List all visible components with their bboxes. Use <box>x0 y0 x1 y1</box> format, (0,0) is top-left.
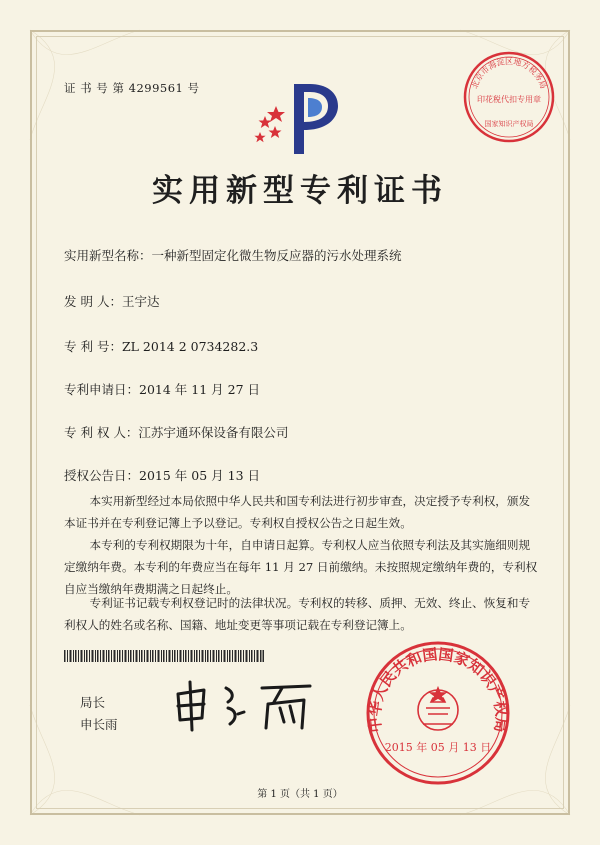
svg-text:北京市海淀区地方税务局: 北京市海淀区地方税务局 <box>470 57 548 90</box>
svg-text:国家知识产权局: 国家知识产权局 <box>484 120 534 128</box>
body-paragraph: 专利证书记载专利权登记时的法律状况。专利权的转移、质押、无效、终止、恢复和专利权人的姓名或名称、国籍、地址变更等事项记载在专利登记簿上。 <box>64 596 531 632</box>
page-footer: 第 1 页（共 1 页） <box>257 789 343 800</box>
svg-text:2015 年 05 月 13 日: 2015 年 05 月 13 日 <box>384 741 492 754</box>
field-label: 发 明 人： <box>64 294 122 309</box>
body-paragraph: 本实用新型经过本局依照中华人民共和国专利法进行初步审查，决定授予专利权，颁发本证书并在专利登记簿上予以登记。专利权自授权公告之日起生效。 <box>64 494 531 530</box>
handwritten-signature <box>170 678 320 733</box>
field-label: 专 利 权 人： <box>64 425 139 440</box>
certificate-title: 实用新型专利证书 <box>152 173 448 209</box>
field-patent-number <box>64 337 258 355</box>
field-value: ZL 2014 2 0734282.3 <box>121 339 259 354</box>
field-label: 授权公告日： <box>64 468 140 483</box>
field-value: 王宇达 <box>121 294 160 309</box>
body-paragraph: 本专利的专利权期限为十年，自申请日起算。专利权人应当依照专利法及其实施细则规定缴纳年费。本专利的年费应当在每年 11 月 27 日前缴纳。未按照规定缴纳年费的，专利权自应当缴纳年费期满之日起终止。 <box>64 538 538 596</box>
field-label: 专 利 号： <box>64 339 122 354</box>
certificate-number: 证 书 号 第 4299561 号 <box>64 81 200 95</box>
sipo-logo <box>252 80 342 158</box>
field-label: 实用新型名称： <box>64 248 152 263</box>
field-value: 一种新型固定化微生物反应器的污水处理系统 <box>151 248 402 263</box>
field-inventor <box>64 292 159 310</box>
field-utility-model-name <box>64 246 402 264</box>
field-value: 2014 年 11 月 27 日 <box>139 382 261 397</box>
field-value: 2015 年 05 月 13 日 <box>139 468 261 483</box>
tax-seal <box>462 50 556 144</box>
national-ip-seal <box>363 638 513 788</box>
field-label: 专利申请日： <box>64 382 140 397</box>
barcode <box>64 650 264 662</box>
national-emblem-icon <box>418 688 458 730</box>
svg-text:中华人民共和国国家知识产权局: 中华人民共和国国家知识产权局 <box>365 645 511 734</box>
svg-text:印花税代扣专用章: 印花税代扣专用章 <box>477 95 541 104</box>
field-patentee <box>64 423 288 441</box>
field-value: 江苏宇通环保设备有限公司 <box>138 425 289 440</box>
director-name: 申长雨 <box>80 717 118 732</box>
field-grant-date <box>64 466 260 484</box>
director-title: 局长 <box>80 695 106 710</box>
field-filing-date <box>64 380 260 398</box>
